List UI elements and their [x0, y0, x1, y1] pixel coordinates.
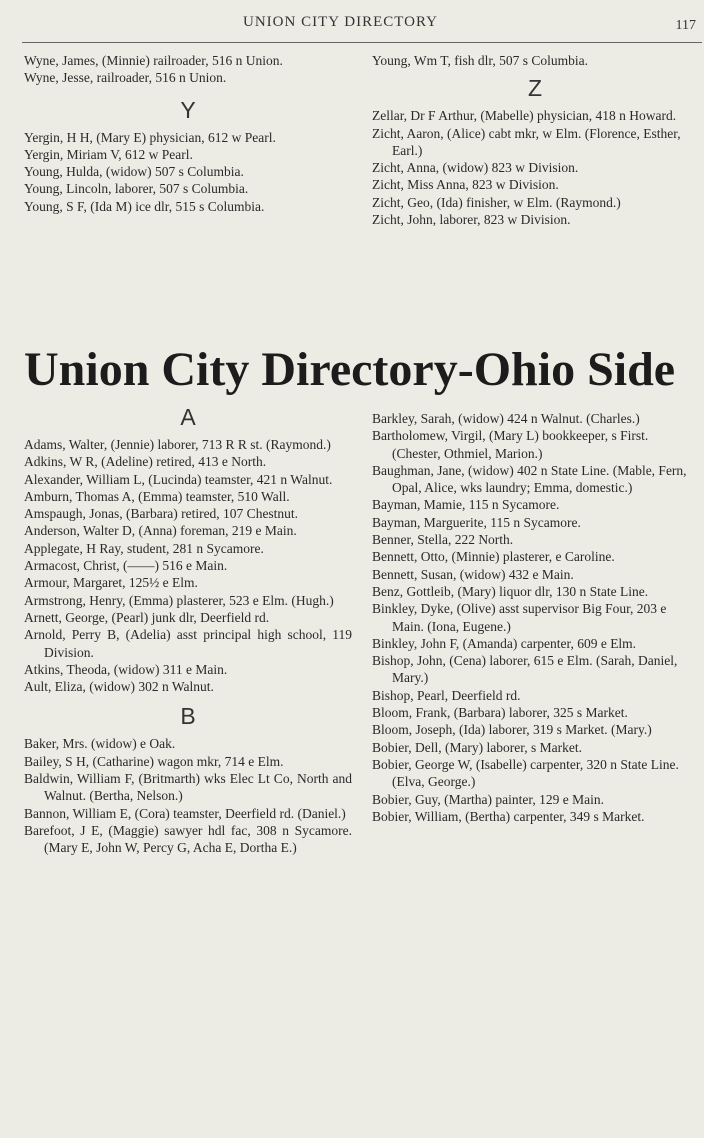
directory-entry: Young, Wm T, fish dlr, 507 s Columbia. — [372, 53, 588, 68]
running-head: UNION CITY DIRECTORY — [243, 14, 438, 30]
directory-entry: Bobier, William, (Bertha) carpenter, 349 s Market. — [372, 808, 645, 824]
directory-entry: Zicht, Geo, (Ida) finisher, w Elm. (Raymond.) — [372, 194, 621, 210]
directory-entry: Benz, Gottleib, (Mary) liquor dlr, 130 n State Line. — [372, 583, 649, 599]
directory-entry: Young, Hulda, (widow) 507 s Columbia. — [24, 164, 244, 180]
directory-entry: Amburn, Thomas A, (Emma) teamster, 510 Wall. — [24, 488, 290, 504]
directory-entry: Bloom, Joseph, (Ida) laborer, 319 s Market. (Mary.) — [372, 722, 652, 738]
entry-list — [24, 436, 352, 695]
directory-entry: Zicht, John, laborer, 823 w Division. — [372, 212, 571, 228]
directory-entry: Wyne, Jesse, railroader, 516 n Union. — [24, 70, 227, 86]
directory-entry: Bayman, Mamie, 115 n Sycamore. — [372, 497, 560, 513]
top-right-column — [372, 52, 698, 228]
directory-entry: Barefoot, J E, (Maggie) sawyer hdl fac, 308 n Sycamore. (Mary E, John W, Percy G, Acha E, Dortha E.) — [24, 822, 352, 856]
directory-entry: Barkley, Sarah, (widow) 424 n Walnut. (Charles.) — [372, 411, 640, 426]
entry-list — [24, 52, 352, 87]
directory-entry: Baughman, Jane, (widow) 402 n State Line. (Mable, Fern, Opal, Alice, wks laundry; Emma, domestic.) — [372, 462, 687, 496]
directory-entry: Adams, Walter, (Jennie) laborer, 713 R R st. (Raymond.) — [24, 437, 331, 452]
entry-list — [372, 410, 698, 825]
directory-entry: Bartholomew, Virgil, (Mary L) bookkeeper, s First. (Chester, Othmiel, Marion.) — [372, 428, 649, 461]
directory-entry: Amspaugh, Jonas, (Barbara) retired, 107 Chestnut. — [24, 506, 299, 522]
directory-entry: Armour, Margaret, 125½ e Elm. — [24, 575, 198, 591]
letter-heading-a: A — [180, 404, 196, 430]
entry-list — [372, 52, 698, 69]
directory-entry: Bayman, Marguerite, 115 n Sycamore. — [372, 514, 581, 530]
directory-entry: Baker, Mrs. (widow) e Oak. — [24, 736, 176, 752]
directory-entry: Baldwin, William F, (Britmarth) wks Elec Lt Co, North and Walnut. (Bertha, Nelson.) — [24, 771, 352, 804]
directory-entry: Applegate, H Ray, student, 281 n Sycamore. — [24, 540, 264, 556]
directory-entry: Wyne, James, (Minnie) railroader, 516 n Union. — [24, 53, 283, 68]
directory-entry: Zellar, Dr F Arthur, (Mabelle) physician, 418 n Howard. — [372, 108, 677, 124]
directory-entry: Bobier, Guy, (Martha) painter, 129 e Main. — [372, 791, 604, 807]
header-rule — [22, 42, 702, 43]
entry-list — [24, 735, 352, 856]
directory-entry: Armacost, Christ, (——) 516 e Main. — [24, 558, 228, 574]
letter-heading-b: B — [180, 703, 196, 730]
entry-list — [24, 129, 352, 215]
directory-entry: Benner, Stella, 222 North. — [372, 532, 514, 548]
directory-entry: Atkins, Theoda, (widow) 311 e Main. — [24, 661, 228, 677]
directory-entry: Arnett, George, (Pearl) junk dlr, Deerfield rd. — [24, 609, 270, 625]
right-column — [372, 410, 698, 825]
directory-entry: Adkins, W R, (Adeline) retired, 413 e North. — [24, 454, 267, 470]
directory-entry: Bannon, William E, (Cora) teamster, Deerfield rd. (Daniel.) — [24, 805, 346, 821]
directory-entry: Yergin, Miriam V, 612 w Pearl. — [24, 146, 193, 162]
directory-entry: Young, Lincoln, laborer, 507 s Columbia. — [24, 181, 249, 197]
directory-entry: Bobier, George W, (Isabelle) carpenter, 320 n State Line. (Elva, George.) — [372, 756, 679, 790]
top-left-column — [24, 52, 352, 215]
directory-entry: Young, S F, (Ida M) ice dlr, 515 s Columbia. — [24, 198, 265, 214]
directory-entry: Anderson, Walter D, (Anna) foreman, 219 e Main. — [24, 523, 297, 539]
left-column — [24, 402, 352, 857]
letter-heading-y: Y — [180, 96, 196, 123]
directory-entry: Bennett, Otto, (Minnie) plasterer, e Caroline. — [372, 549, 615, 565]
directory-entry: Alexander, William L, (Lucinda) teamster, 421 n Walnut. — [24, 471, 333, 487]
page-number: 117 — [675, 18, 696, 33]
directory-entry: Armstrong, Henry, (Emma) plasterer, 523 e Elm. (Hugh.) — [24, 592, 334, 608]
directory-entry: Zicht, Anna, (widow) 823 w Division. — [372, 160, 579, 176]
directory-entry: Yergin, H H, (Mary E) physician, 612 w Pearl. — [24, 129, 276, 145]
entry-list — [372, 107, 698, 228]
directory-entry: Bishop, Pearl, Deerfield rd. — [372, 687, 521, 703]
directory-entry: Bobier, Dell, (Mary) laborer, s Market. — [372, 739, 582, 755]
directory-entry: Ault, Eliza, (widow) 302 n Walnut. — [24, 679, 214, 695]
directory-entry: Zicht, Aaron, (Alice) cabt mkr, w Elm. (Florence, Esther, Earl.) — [372, 125, 681, 158]
section-title: Union City Directory-Ohio Side — [24, 343, 676, 396]
directory-entry: Zicht, Miss Anna, 823 w Division. — [372, 177, 559, 193]
directory-entry: Bloom, Frank, (Barbara) laborer, 325 s Market. — [372, 705, 628, 721]
directory-entry: Binkley, Dyke, (Olive) asst supervisor Big Four, 203 e Main. (Iona, Eugene.) — [372, 601, 667, 634]
directory-entry: Arnold, Perry B, (Adelia) asst principal high school, 119 Division. — [24, 627, 352, 660]
directory-entry: Binkley, John F, (Amanda) carpenter, 609 e Elm. — [372, 635, 637, 651]
letter-heading-z: Z — [527, 75, 543, 102]
directory-entry: Bailey, S H, (Catharine) wagon mkr, 714 e Elm. — [24, 753, 284, 769]
directory-entry: Bennett, Susan, (widow) 432 e Main. — [372, 566, 574, 582]
page-header — [0, 14, 704, 36]
directory-entry: Bishop, John, (Cena) laborer, 615 e Elm. (Sarah, Daniel, Mary.) — [372, 653, 678, 686]
